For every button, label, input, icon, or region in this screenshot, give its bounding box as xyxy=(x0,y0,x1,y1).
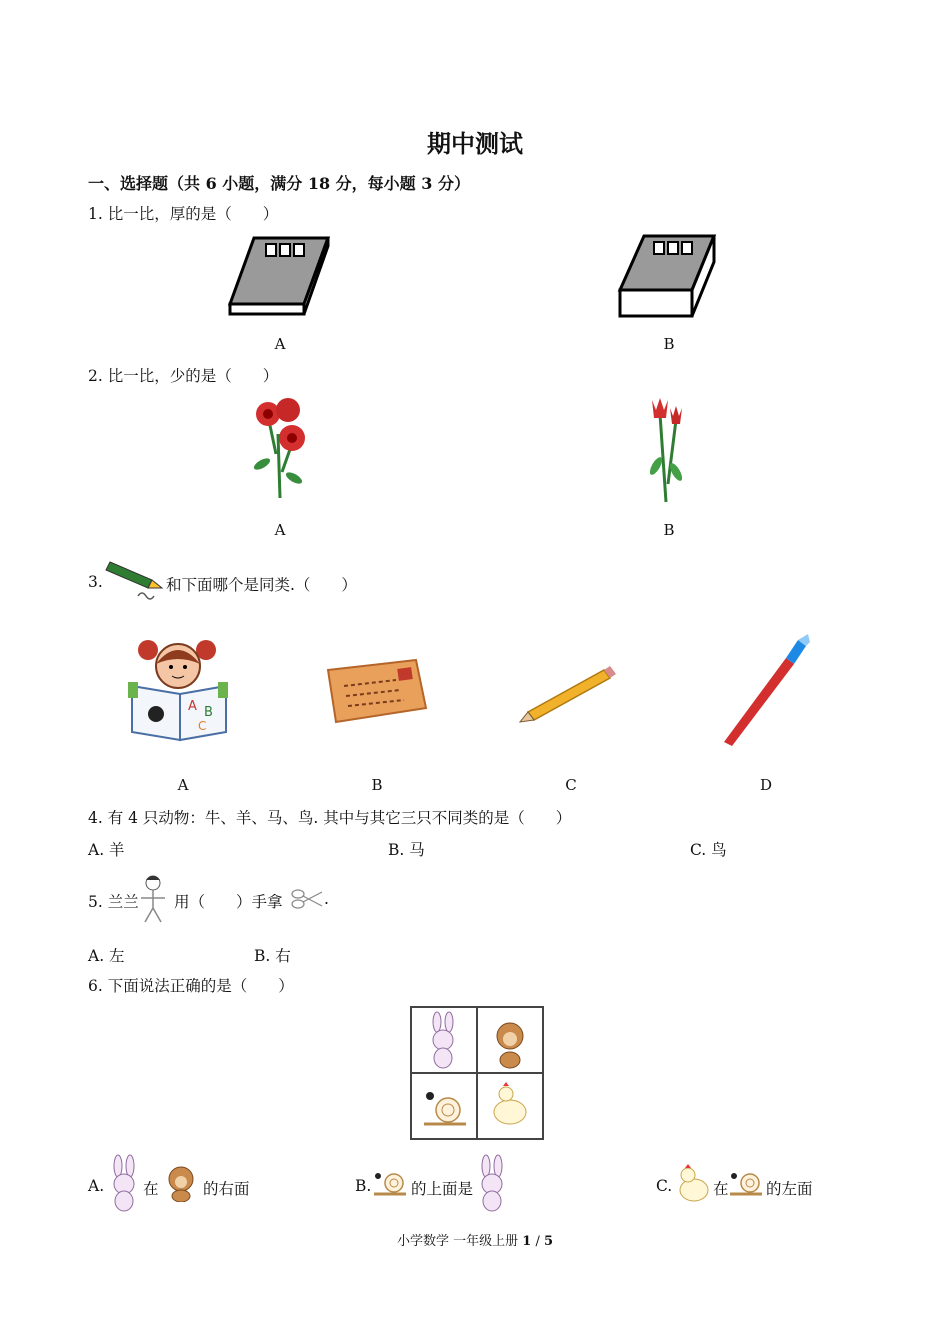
q3-label-c: C xyxy=(565,776,577,794)
q6-option-a-mid: 在 xyxy=(143,1180,159,1198)
q4-option-a: A. 羊 xyxy=(88,841,125,859)
rabbit-icon xyxy=(474,1154,510,1212)
svg-text:A: A xyxy=(188,699,197,714)
q6-option-c-prefix: C. xyxy=(656,1177,673,1195)
footer-page-number: 1 xyxy=(522,1234,532,1249)
three-roses-image xyxy=(248,394,312,502)
monkey-icon xyxy=(162,1164,200,1202)
q4-option-c: C. 鸟 xyxy=(690,841,727,859)
question-3-stem: 和下面哪个是同类.（ ） xyxy=(166,576,357,594)
thick-book-image xyxy=(614,232,722,322)
question-6-stem: 6. 下面说法正确的是（ ） xyxy=(88,977,294,995)
footer-total-pages: 5 xyxy=(543,1234,554,1249)
question-3-number: 3. xyxy=(88,573,103,591)
svg-text:B: B xyxy=(204,705,213,720)
question-5-part3: . xyxy=(324,890,329,908)
q6-option-b-prefix: B. xyxy=(355,1177,372,1195)
q3-label-d: D xyxy=(759,776,773,794)
envelope-image xyxy=(320,656,430,726)
q5-option-b: B. 右 xyxy=(254,947,291,965)
section-heading: 一、选择题（共 6 小题，满分 18 分，每小题 3 分） xyxy=(88,174,470,193)
q5-option-a: A. 左 xyxy=(88,947,125,965)
page-footer xyxy=(0,1230,950,1249)
svg-text:C: C xyxy=(198,719,207,733)
q3-label-a: A xyxy=(177,776,189,794)
q6-option-a-prefix: A. xyxy=(88,1177,105,1195)
q6-option-a-suffix: 的右面 xyxy=(203,1180,250,1198)
q6-option-c-mid: 在 xyxy=(713,1180,729,1198)
q3-label-b: B xyxy=(371,776,383,794)
pencil-image xyxy=(518,660,618,724)
rabbit-icon xyxy=(106,1154,142,1212)
q1-label-a: A xyxy=(274,335,286,353)
question-4-stem: 4. 有 4 只动物：牛、羊、马、鸟. 其中与其它三只不同类的是（ ） xyxy=(88,809,572,827)
question-2-stem: 2. 比一比，少的是（ ） xyxy=(88,367,279,385)
q4-option-b: B. 马 xyxy=(388,841,425,859)
q2-label-a: A xyxy=(274,521,286,539)
pen-image xyxy=(104,556,164,608)
thin-book-image xyxy=(224,232,332,322)
snail-icon xyxy=(728,1170,764,1198)
animal-grid-image xyxy=(410,1006,544,1140)
q2-label-b: B xyxy=(663,521,675,539)
footer-text: 小学数学 一年级上册 xyxy=(396,1234,519,1249)
page-title: 期中测试 xyxy=(427,129,523,158)
question-5-part1: 5. 兰兰 xyxy=(88,893,139,911)
q6-option-b-suffix: 的上面是 xyxy=(411,1180,474,1198)
two-tulips-image xyxy=(646,394,686,506)
chicken-icon xyxy=(676,1164,710,1204)
footer-separator: / xyxy=(535,1234,540,1249)
question-5-part2: 用（ ）手拿 xyxy=(174,893,283,911)
toothbrush-image xyxy=(718,632,812,748)
q6-option-c-suffix: 的左面 xyxy=(766,1180,813,1198)
scissors-image xyxy=(290,886,324,912)
q1-label-b: B xyxy=(663,335,675,353)
girl-reading-book-image xyxy=(128,636,236,744)
girl-lanlan-image xyxy=(136,874,170,924)
snail-icon xyxy=(372,1170,408,1198)
question-1-stem: 1. 比一比，厚的是（ ） xyxy=(88,205,279,223)
